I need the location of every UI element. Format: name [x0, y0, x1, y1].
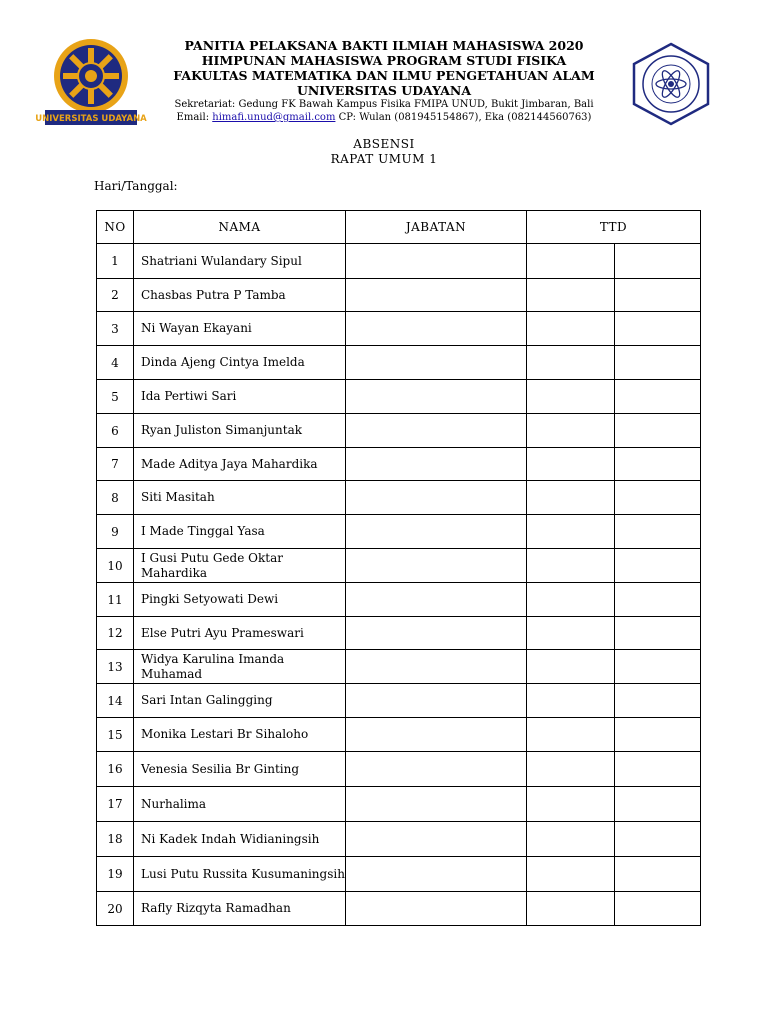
table-row	[97, 752, 701, 787]
signature-cell-odd[interactable]	[527, 380, 615, 414]
signature-cell-even[interactable]	[615, 481, 701, 515]
row-number: 4	[97, 346, 134, 380]
table-row	[97, 857, 701, 892]
table-row	[97, 650, 701, 684]
row-number: 3	[97, 312, 134, 346]
member-name: Monika Lestari Br Sihaloho	[134, 718, 346, 752]
jabatan-cell[interactable]	[346, 279, 527, 312]
row-number: 7	[97, 448, 134, 481]
signature-cell-odd[interactable]	[527, 414, 615, 448]
signature-cell-even[interactable]	[615, 312, 701, 346]
header-no: NO	[97, 211, 134, 244]
signature-cell-even[interactable]	[615, 279, 701, 312]
jabatan-cell[interactable]	[346, 684, 527, 718]
jabatan-cell[interactable]	[346, 752, 527, 787]
faculty-name: FAKULTAS MATEMATIKA DAN ILMU PENGETAHUAN ALAM	[173, 68, 595, 83]
jabatan-cell[interactable]	[346, 617, 527, 650]
association-name: HIMPUNAN MAHASISWA PROGRAM STUDI FISIKA	[201, 53, 567, 68]
row-number: 14	[97, 684, 134, 718]
member-name: Dinda Ajeng Cintya Imelda	[134, 346, 346, 380]
jabatan-cell[interactable]	[346, 244, 527, 279]
attendance-table	[96, 210, 701, 926]
member-name: Chasbas Putra P Tamba	[134, 279, 346, 312]
jabatan-cell[interactable]	[346, 549, 527, 583]
member-name: Lusi Putu Russita Kusumaningsih	[134, 857, 346, 892]
signature-cell-even[interactable]	[615, 857, 701, 892]
jabatan-cell[interactable]	[346, 787, 527, 822]
jabatan-cell[interactable]	[346, 718, 527, 752]
member-name: Ni Wayan Ekayani	[134, 312, 346, 346]
document-subtitle: RAPAT UMUM 1	[330, 152, 438, 166]
signature-cell-even[interactable]	[615, 583, 701, 617]
table-row	[97, 684, 701, 718]
signature-cell-even[interactable]	[615, 684, 701, 718]
signature-cell-odd[interactable]	[527, 650, 615, 684]
document-title: ABSENSI	[353, 137, 415, 151]
row-number: 11	[97, 583, 134, 617]
himafi-atom-logo	[626, 42, 716, 126]
signature-cell-odd[interactable]	[527, 617, 615, 650]
row-number: 2	[97, 279, 134, 312]
header-nama: NAMA	[134, 211, 346, 244]
member-name: Pingki Setyowati Dewi	[134, 583, 346, 617]
signature-cell-even[interactable]	[615, 650, 701, 684]
table-row	[97, 892, 701, 926]
table-row	[97, 448, 701, 481]
jabatan-cell[interactable]	[346, 892, 527, 926]
signature-cell-odd[interactable]	[527, 244, 615, 279]
jabatan-cell[interactable]	[346, 414, 527, 448]
row-number: 19	[97, 857, 134, 892]
table-row	[97, 481, 701, 515]
member-name: I Gusi Putu Gede Oktar Mahardika	[134, 549, 346, 583]
row-number: 5	[97, 380, 134, 414]
member-name: Else Putri Ayu Prameswari	[134, 617, 346, 650]
signature-cell-odd[interactable]	[527, 448, 615, 481]
table-row	[97, 515, 701, 549]
table-row	[97, 583, 701, 617]
letterhead	[0, 0, 768, 130]
row-number: 12	[97, 617, 134, 650]
signature-cell-even[interactable]	[615, 244, 701, 279]
row-number: 20	[97, 892, 134, 926]
jabatan-cell[interactable]	[346, 822, 527, 857]
signature-cell-odd[interactable]	[527, 787, 615, 822]
secretariat-address: Sekretariat: Gedung FK Bawah Kampus Fisika FMIPA UNUD, Bukit Jimbaran, Bali	[174, 99, 594, 110]
member-name: I Made Tinggal Yasa	[134, 515, 346, 549]
contact-line	[150, 111, 618, 124]
signature-cell-odd[interactable]	[527, 892, 615, 926]
jabatan-cell[interactable]	[346, 583, 527, 617]
table-row	[97, 617, 701, 650]
header-ttd: TTD	[527, 211, 701, 244]
member-name: Ni Kadek Indah Widianingsih	[134, 822, 346, 857]
member-name: Sari Intan Galingging	[134, 684, 346, 718]
row-number: 6	[97, 414, 134, 448]
member-name: Siti Masitah	[134, 481, 346, 515]
signature-cell-odd[interactable]	[527, 857, 615, 892]
signature-cell-odd[interactable]	[527, 279, 615, 312]
signature-cell-even[interactable]	[615, 346, 701, 380]
email-link[interactable]: himafi.unud@gmail.com	[212, 112, 336, 123]
letterhead-text	[150, 38, 618, 124]
row-number: 17	[97, 787, 134, 822]
member-name: Widya Karulina Imanda Muhamad	[134, 650, 346, 684]
table-row	[97, 279, 701, 312]
member-name: Made Aditya Jaya Mahardika	[134, 448, 346, 481]
jabatan-cell[interactable]	[346, 346, 527, 380]
signature-cell-odd[interactable]	[527, 684, 615, 718]
row-number: 1	[97, 244, 134, 279]
contact-persons: CP: Wulan (081945154867), Eka (082144560763)	[338, 112, 592, 123]
table-header-row	[97, 211, 701, 244]
member-name: Rafly Rizqyta Ramadhan	[134, 892, 346, 926]
signature-cell-even[interactable]	[615, 414, 701, 448]
row-number: 18	[97, 822, 134, 857]
row-number: 13	[97, 650, 134, 684]
signature-cell-odd[interactable]	[527, 718, 615, 752]
member-name: Venesia Sesilia Br Ginting	[134, 752, 346, 787]
row-number: 9	[97, 515, 134, 549]
signature-cell-even[interactable]	[615, 617, 701, 650]
member-name: Shatriani Wulandary Sipul	[134, 244, 346, 279]
jabatan-cell[interactable]	[346, 380, 527, 414]
signature-cell-even[interactable]	[615, 822, 701, 857]
signature-cell-even[interactable]	[615, 549, 701, 583]
jabatan-cell[interactable]	[346, 448, 527, 481]
svg-text:UNIVERSITAS UDAYANA: UNIVERSITAS UDAYANA	[35, 114, 147, 124]
jabatan-cell[interactable]	[346, 515, 527, 549]
table-row	[97, 346, 701, 380]
member-name: Nurhalima	[134, 787, 346, 822]
signature-cell-odd[interactable]	[527, 549, 615, 583]
signature-cell-even[interactable]	[615, 515, 701, 549]
table-row	[97, 380, 701, 414]
table-row	[97, 244, 701, 279]
signature-cell-even[interactable]	[615, 752, 701, 787]
table-row	[97, 549, 701, 583]
jabatan-cell[interactable]	[346, 650, 527, 684]
row-number: 8	[97, 481, 134, 515]
signature-cell-odd[interactable]	[527, 583, 615, 617]
signature-cell-odd[interactable]	[527, 822, 615, 857]
table-row	[97, 822, 701, 857]
header-jabatan: JABATAN	[346, 211, 527, 244]
signature-cell-even[interactable]	[615, 448, 701, 481]
jabatan-cell[interactable]	[346, 857, 527, 892]
signature-cell-odd[interactable]	[527, 752, 615, 787]
signature-cell-even[interactable]	[615, 787, 701, 822]
signature-cell-odd[interactable]	[527, 515, 615, 549]
jabatan-cell[interactable]	[346, 312, 527, 346]
table-row	[97, 312, 701, 346]
row-number: 15	[97, 718, 134, 752]
jabatan-cell[interactable]	[346, 481, 527, 515]
university-name: UNIVERSITAS UDAYANA	[296, 83, 472, 98]
committee-name: PANITIA PELAKSANA BAKTI ILMIAH MAHASISWA 2020	[184, 38, 584, 53]
signature-cell-odd[interactable]	[527, 481, 615, 515]
row-number: 16	[97, 752, 134, 787]
table-row	[97, 787, 701, 822]
member-name: Ida Pertiwi Sari	[134, 380, 346, 414]
signature-cell-odd[interactable]	[527, 312, 615, 346]
member-name: Ryan Juliston Simanjuntak	[134, 414, 346, 448]
email-label: Email:	[176, 112, 210, 123]
university-seal-logo	[35, 38, 147, 126]
signature-cell-odd[interactable]	[527, 346, 615, 380]
signature-cell-even[interactable]	[615, 380, 701, 414]
signature-cell-even[interactable]	[615, 718, 701, 752]
row-number: 10	[97, 549, 134, 583]
date-label: Hari/Tanggal:	[94, 179, 178, 193]
table-row	[97, 414, 701, 448]
table-row	[97, 718, 701, 752]
signature-cell-even[interactable]	[615, 892, 701, 926]
